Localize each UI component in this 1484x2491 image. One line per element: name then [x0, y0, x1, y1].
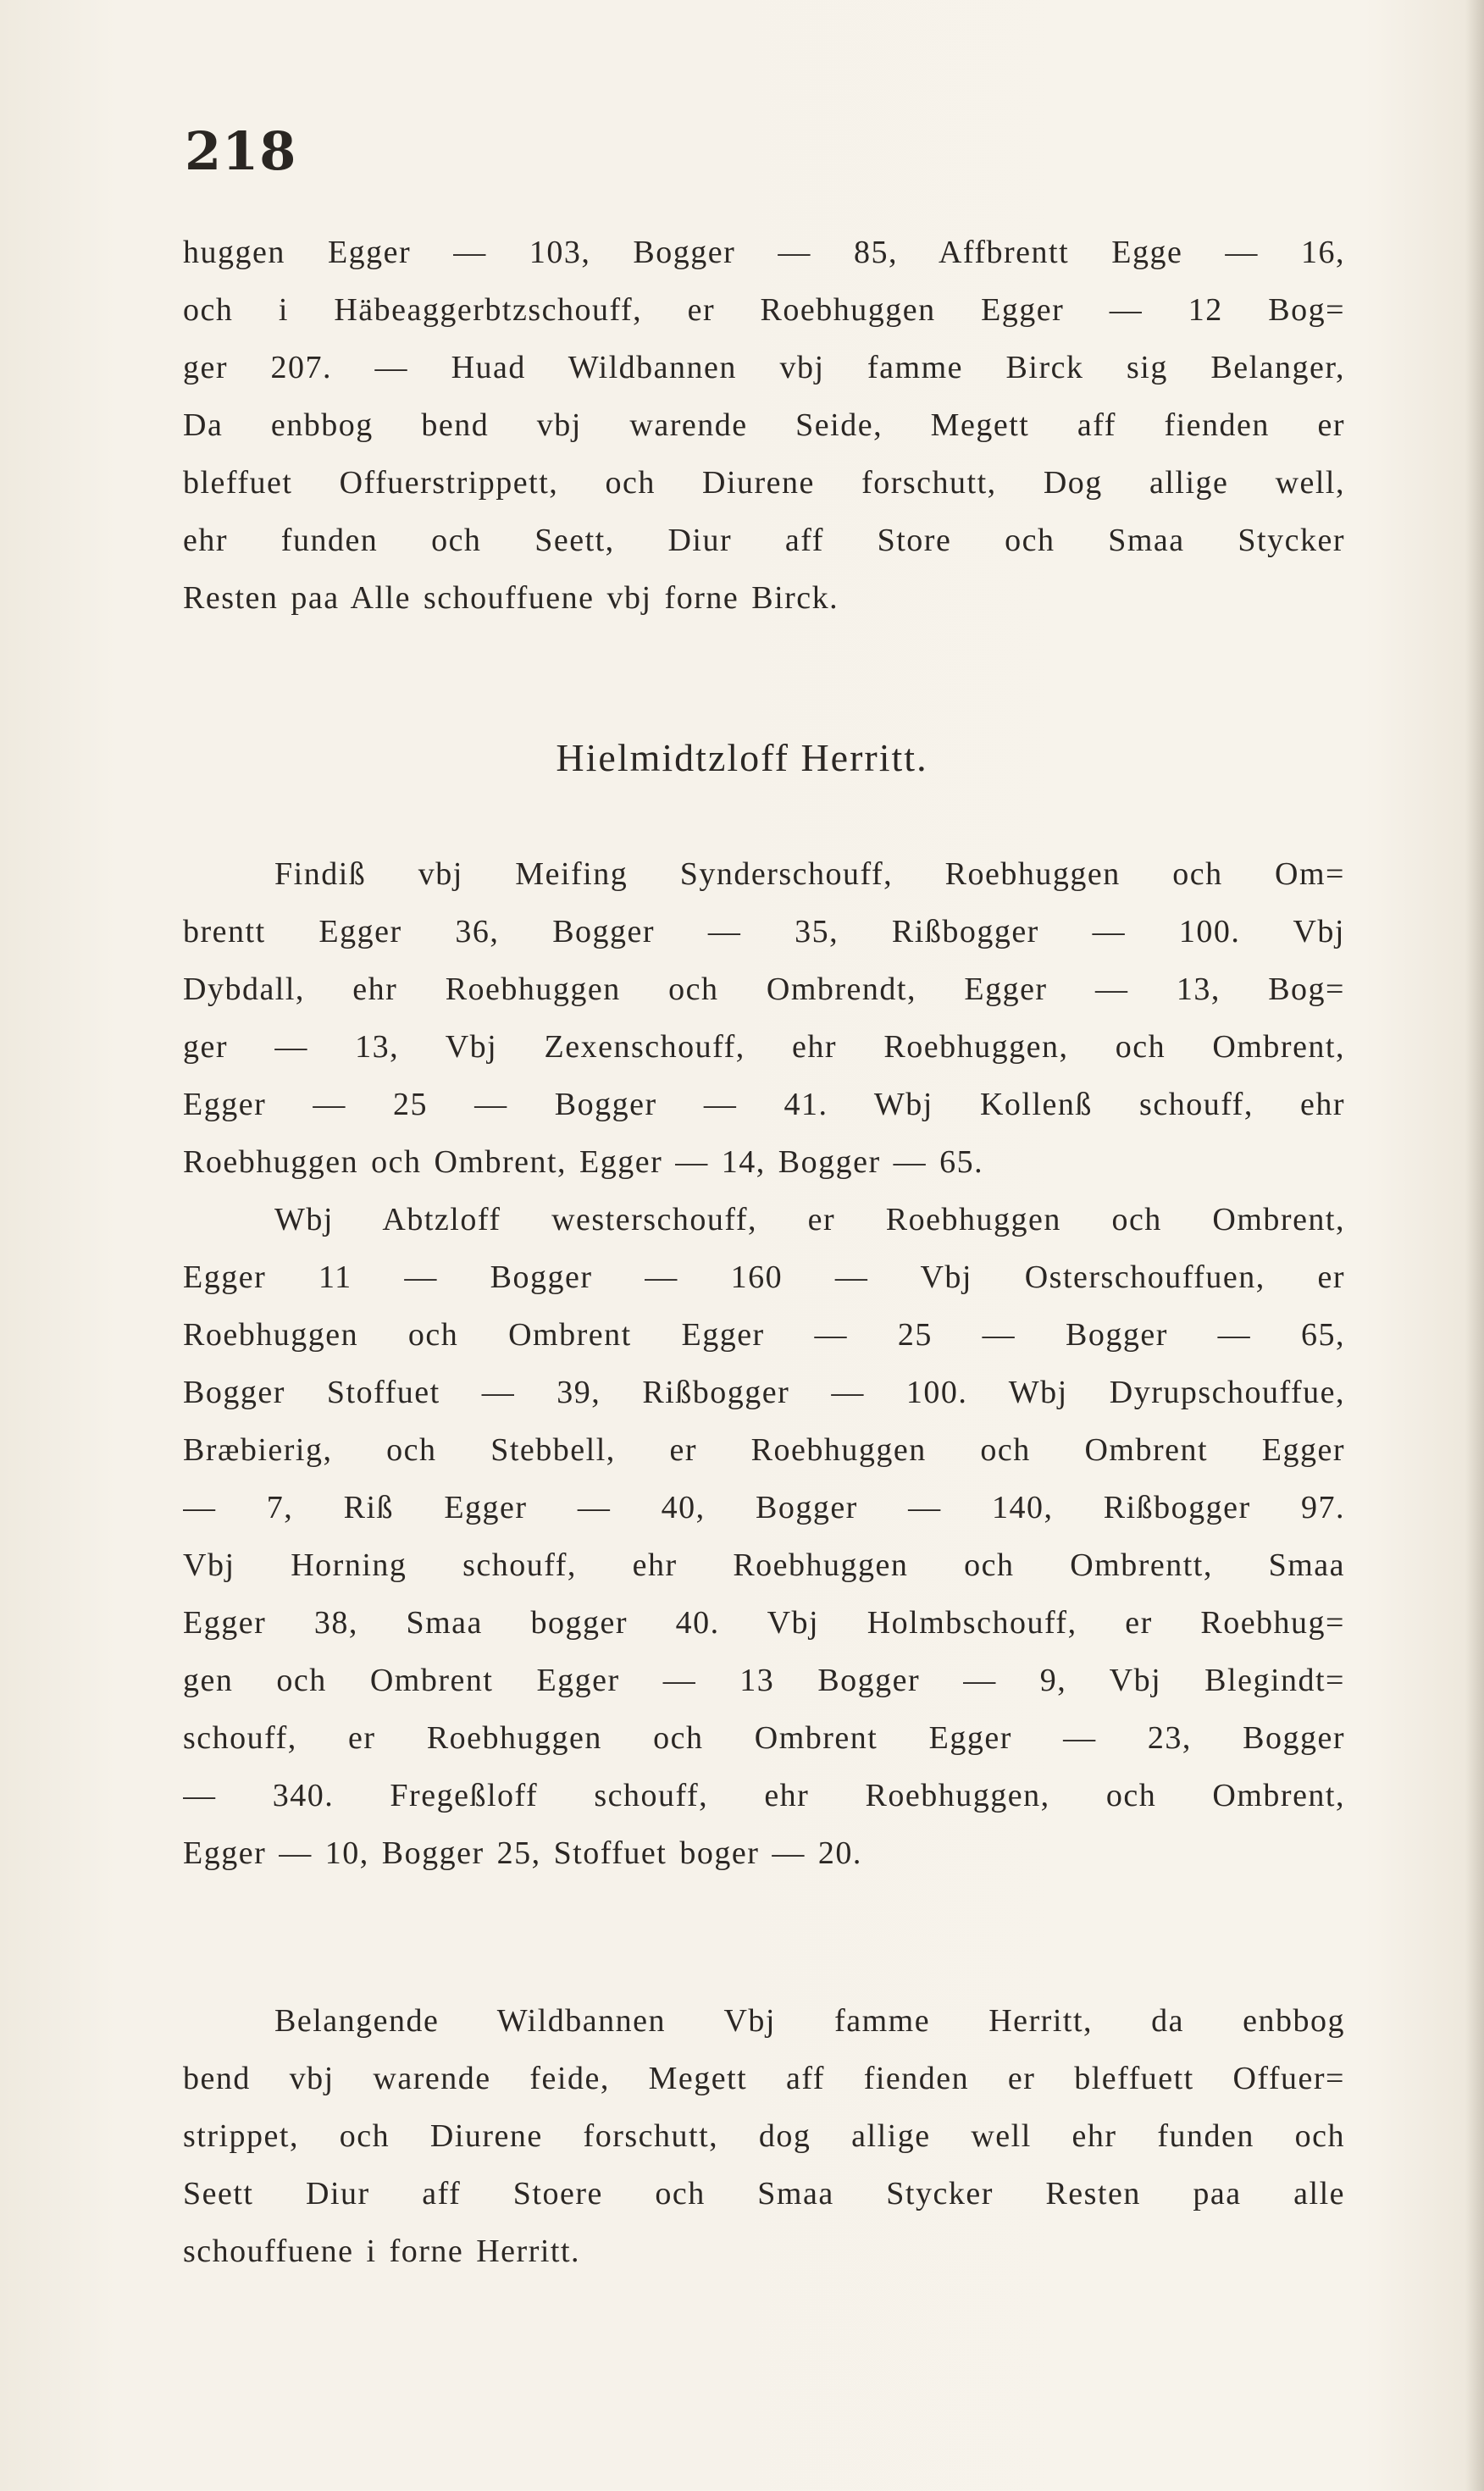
text-line: brentt Egger 36, Bogger — 35, Rißbogger — 100. Vbj [183, 914, 1345, 949]
text-line: Findiß vbj Meifing Synderschouff, Roebhuggen och Om= [274, 856, 1345, 892]
text-line: Egger 11 — Bogger — 160 — Vbj Osterschouffuen, er [183, 1259, 1345, 1295]
section-heading: Hielmidtzloff Herritt. [556, 736, 928, 779]
text-line: schouff, er Roebhuggen och Ombrent Egger — 23, Bogger [183, 1720, 1345, 1756]
paragraph-2 [183, 845, 1345, 1191]
text-line: gen och Ombrent Egger — 13 Bogger — 9, Vbj Blegindt= [183, 1663, 1345, 1698]
text-line: ger — 13, Vbj Zexenschouff, ehr Roebhuggen, och Ombrent, [183, 1029, 1345, 1065]
page-number: 218 [185, 120, 297, 182]
paragraph-1 [183, 224, 1345, 627]
text-line: Resten paa Alle schouffuene vbj forne Birck. [183, 580, 839, 616]
text-line: Egger 38, Smaa bogger 40. Vbj Holmbschouff, er Roebhug= [183, 1605, 1345, 1641]
text-line: — 340. Fregeßloff schouff, ehr Roebhuggen, och Ombrent, [183, 1778, 1345, 1813]
text-line: Roebhuggen och Ombrent Egger — 25 — Bogger — 65, [183, 1317, 1345, 1353]
text-line: Belangende Wildbannen Vbj famme Herritt, da enbbog [274, 2003, 1345, 2039]
text-line: Bogger Stoffuet — 39, Rißbogger — 100. Wbj Dyrupschouffue, [183, 1375, 1345, 1410]
text-line: Da enbbog bend vbj warende Seide, Megett aff fienden er [183, 407, 1345, 443]
text-line: Wbj Abtzloff westerschouff, er Roebhuggen och Ombrent, [274, 1202, 1345, 1237]
text-line: och i Häbeaggerbtzschouff, er Roebhuggen Egger — 12 Bog= [183, 292, 1345, 328]
text-line: huggen Egger — 103, Bogger — 85, Affbrentt Egge — 16, [183, 235, 1345, 270]
paragraph-3 [183, 1191, 1345, 1882]
text-line: Vbj Horning schouff, ehr Roebhuggen och Ombrentt, Smaa [183, 1547, 1345, 1583]
page-edge-shadow [1465, 0, 1484, 2491]
text-line: Egger — 10, Bogger 25, Stoffuet boger — 20. [183, 1835, 862, 1871]
text-line: ehr funden och Seett, Diur aff Store och Smaa Stycker [183, 523, 1345, 558]
text-line: Seett Diur aff Stoere och Smaa Stycker Resten paa alle [183, 2176, 1345, 2211]
text-line: bleffuet Offuerstrippett, och Diurene forschutt, Dog allige well, [183, 465, 1345, 501]
text-line: ger 207. — Huad Wildbannen vbj famme Birck sig Belanger, [183, 350, 1345, 385]
text-line: Bræbierig, och Stebbell, er Roebhuggen och Ombrent Egger [183, 1432, 1345, 1468]
text-line: Roebhuggen och Ombrent, Egger — 14, Bogger — 65. [183, 1144, 984, 1180]
text-line: bend vbj warende feide, Megett aff fienden er bleffuett Offuer= [183, 2061, 1345, 2096]
text-line: strippet, och Diurene forschutt, dog allige well ehr funden och [183, 2118, 1345, 2154]
text-line: Egger — 25 — Bogger — 41. Wbj Kollenß schouff, ehr [183, 1087, 1345, 1122]
text-line: — 7, Riß Egger — 40, Bogger — 140, Rißbogger 97. [183, 1490, 1345, 1525]
text-line: schouffuene i forne Herritt. [183, 2234, 581, 2269]
text-line: Dybdall, ehr Roebhuggen och Ombrendt, Egger — 13, Bog= [183, 971, 1345, 1007]
paragraph-4 [183, 1992, 1345, 2280]
